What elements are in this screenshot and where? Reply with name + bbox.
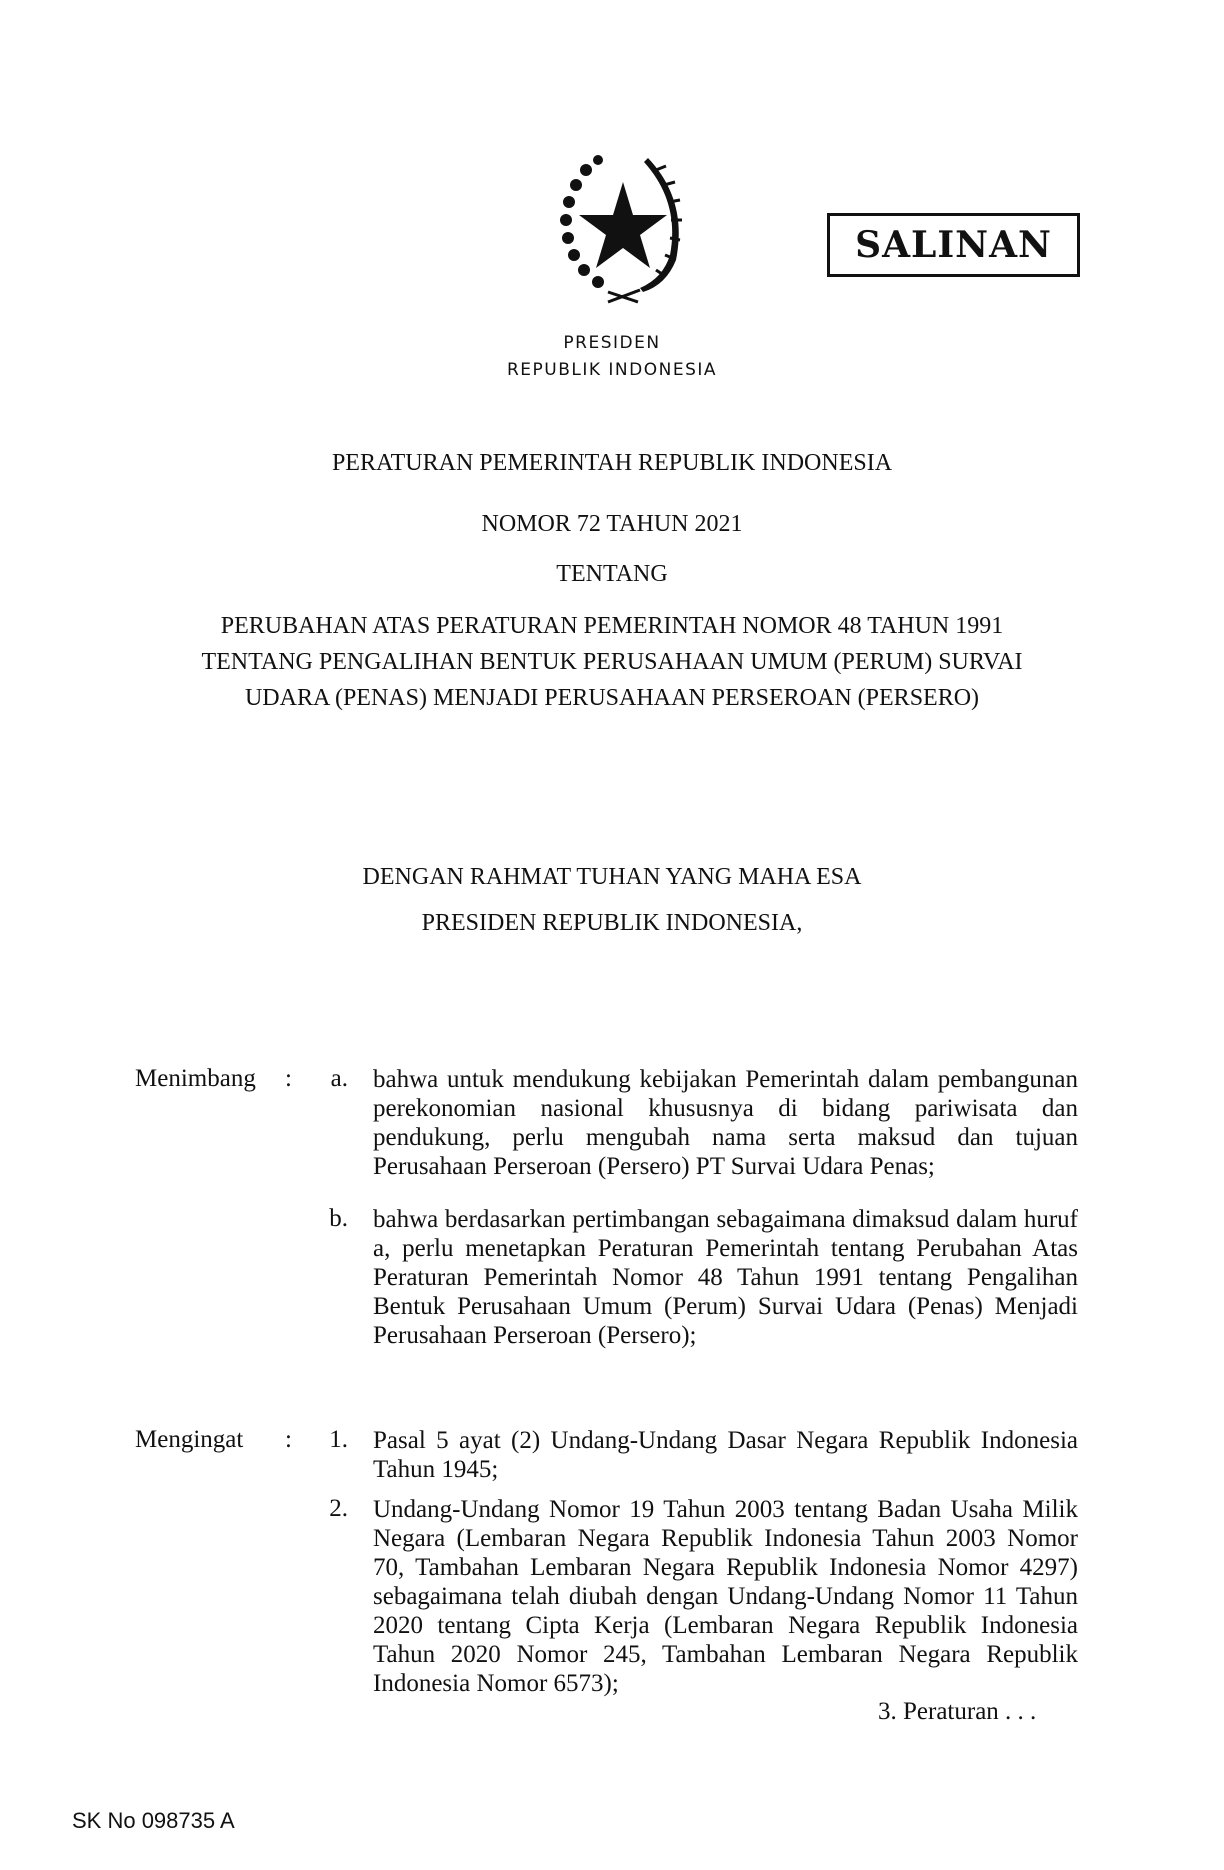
menimbang-colon: : — [285, 1065, 292, 1092]
mengingat-label: Mengingat — [135, 1426, 244, 1453]
emblem-caption-presiden: PRESIDEN — [563, 333, 661, 353]
mengingat-marker-2: 2. — [329, 1495, 348, 1522]
menimbang-item-a: bahwa untuk mendukung kebijakan Pemerintah dalam pembangunan perekonomian nasional khususnya di bidang pariwisata dan pendukung, perlu mengubah nama serta maksud dan tujuan Perusahaan Perseroan (Persero) PT Survai Udara Penas; — [373, 1066, 1078, 1180]
regulation-number: NOMOR 72 TAHUN 2021 — [481, 511, 743, 537]
regulation-subject-line-1: PERUBAHAN ATAS PERATURAN PEMERINTAH NOMOR 48 TAHUN 1991 — [220, 613, 1004, 639]
salinan-stamp: SALINAN — [827, 213, 1080, 277]
mengingat-marker-1: 1. — [329, 1426, 348, 1453]
menimbang-marker-b: b. — [329, 1205, 348, 1232]
mengingat-item-1: Pasal 5 ayat (2) Undang-Undang Dasar Negara Republik Indonesia Tahun 1945; — [373, 1427, 1078, 1483]
sk-number: SK No 098735 A — [72, 1808, 235, 1833]
regulation-tentang: TENTANG — [556, 561, 668, 587]
regulation-subject-line-3: UDARA (PENAS) MENJADI PERUSAHAAN PERSEROAN (PERSERO) — [244, 685, 980, 711]
menimbang-item-b: bahwa berdasarkan pertimbangan sebagaimana dimaksud dalam huruf a, perlu menetapkan Peraturan Pemerintah tentang Perubahan Atas Peraturan Pemerintah Nomor 48 Tahun 1991 tentang Pengalihan Bentuk Perusahaan Umum (Perum) Survai Udara (Penas) Menjadi Perusahaan Perseroan (Persero); — [373, 1206, 1078, 1349]
page-continuation: 3. Peraturan . . . — [878, 1698, 1037, 1725]
regulation-subject-line-2: TENTANG PENGALIHAN BENTUK PERUSAHAAN UMUM (PERUM) SURVAI — [201, 649, 1023, 675]
mengingat-item-2: Undang-Undang Nomor 19 Tahun 2003 tentang Badan Usaha Milik Negara (Lembaran Negara Republik Indonesia Tahun 2003 Nomor 70, Tambahan Lembaran Negara Republik Indonesia Nomor 4297) sebagaimana telah diubah dengan Undang-Undang Nomor 11 Tahun 2020 tentang Cipta Kerja (Lembaran Negara Republik Indonesia Tahun 2020 Nomor 245, Tambahan Lembaran Negara Republik Indonesia Nomor 6573); — [373, 1496, 1078, 1697]
preamble-invocation: DENGAN RAHMAT TUHAN YANG MAHA ESA — [362, 864, 862, 890]
garuda-presidential-emblem-icon — [548, 140, 698, 310]
mengingat-colon: : — [285, 1426, 292, 1453]
menimbang-label: Menimbang — [135, 1065, 256, 1092]
regulation-title: PERATURAN PEMERINTAH REPUBLIK INDONESIA — [331, 450, 893, 476]
menimbang-marker-a: a. — [330, 1065, 348, 1092]
emblem-caption-republik: REPUBLIK INDONESIA — [506, 360, 718, 380]
preamble-president: PRESIDEN REPUBLIK INDONESIA, — [421, 910, 803, 936]
